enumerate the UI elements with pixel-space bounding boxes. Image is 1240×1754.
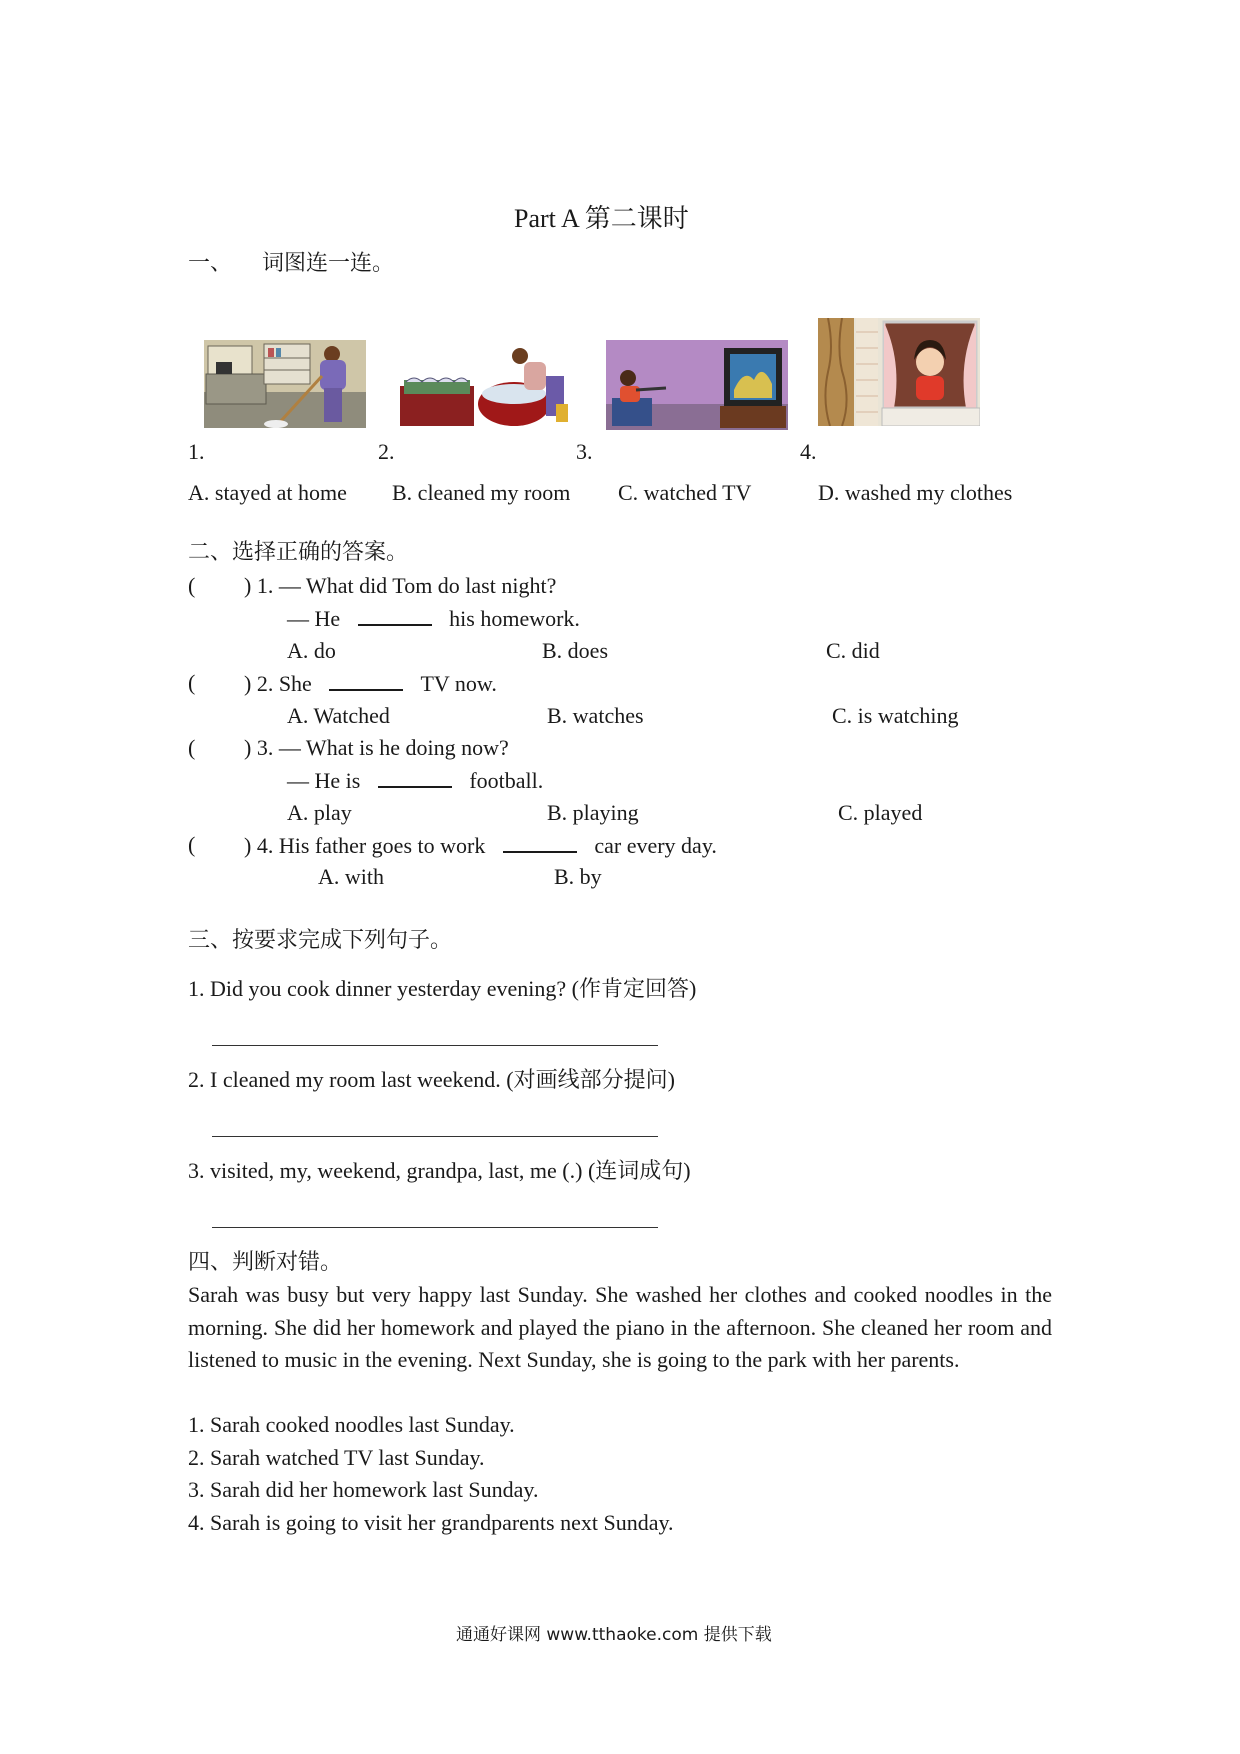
reading-passage: Sarah was busy but very happy last Sunday. She washed her clothes and cooked noodles in the morning. She did her homework and played the piano in the afternoon. She cleaned her room and listened to music in the evening. Next Sunday, she is going to the park with her parents. [188,1282,1052,1372]
rewrite-item-1: 1. Did you cook dinner yesterday evening? (作肯定回答) [188,976,697,1001]
question-4 [244,829,717,862]
question-2-start: ) 2. She [244,671,312,696]
section2-heading: 二、选择正确的答案。 [188,539,409,564]
answer-line-3[interactable] [212,1227,658,1228]
question-3-line2-end: football. [469,768,544,793]
section1-heading: 词图连一连。 [262,250,395,275]
answer-paren-2: ( [188,670,196,695]
answer-blank[interactable] [503,829,577,853]
statement-1: 1. Sarah cooked noodles last Sunday. [188,1412,515,1437]
picture-3-number: 3. [576,439,593,464]
q4-option-b: B. by [554,864,602,889]
boy-watching-tv-picture [606,340,788,430]
question-1: ) 1. — What did Tom do last night? [244,573,557,598]
q3-option-b: B. playing [547,800,639,825]
answer-blank[interactable] [378,764,452,788]
statement-4: 4. Sarah is going to visit her grandparents next Sunday. [188,1510,674,1535]
answer-line-2[interactable] [212,1136,658,1137]
boy-mopping-floor-picture [204,340,366,428]
option-d: D. washed my clothes [818,480,1013,505]
question-2 [244,667,497,700]
q1-option-b: B. does [542,638,608,663]
question-3: ) 3. — What is he doing now? [244,735,509,760]
picture-4-number: 4. [800,439,817,464]
rewrite-item-2: 2. I cleaned my room last weekend. (对画线部分提问) [188,1067,675,1092]
answer-blank[interactable] [358,602,432,626]
answer-paren-4: ( [188,832,196,857]
section1-heading-number: 一、 [188,250,233,275]
picture-1-number: 1. [188,439,205,464]
q2-option-b: B. watches [547,703,644,728]
option-b: B. cleaned my room [392,480,571,505]
q1-option-a: A. do [287,638,336,663]
answer-line-1[interactable] [212,1045,658,1046]
section3-heading: 三、按要求完成下列句子。 [188,927,453,952]
question-1-line2-end: his homework. [449,606,580,631]
answer-paren-3: ( [188,735,196,760]
question-3-line2 [287,764,543,797]
question-3-line2-start: — He is [287,768,361,793]
q3-option-c: C. played [838,800,923,825]
question-4-start: ) 4. His father goes to work [244,833,486,858]
page-title: Part A 第二课时 [514,204,689,233]
girl-at-window-picture [818,318,980,426]
answer-blank[interactable] [329,667,403,691]
question-2-end: TV now. [420,671,497,696]
man-washing-clothes-picture [396,346,576,430]
answer-paren-1: ( [188,573,196,598]
statement-3: 3. Sarah did her homework last Sunday. [188,1477,539,1502]
option-a: A. stayed at home [188,480,347,505]
statement-2: 2. Sarah watched TV last Sunday. [188,1445,485,1470]
footer-download-note: 通通好课网 www.tthaoke.com 提供下载 [456,1625,772,1645]
q4-option-a: A. with [318,864,384,889]
picture-2-number: 2. [378,439,395,464]
question-1-line2 [287,602,580,635]
option-c: C. watched TV [618,480,752,505]
rewrite-item-3: 3. visited, my, weekend, grandpa, last, me (.) (连词成句) [188,1158,691,1183]
section4-heading: 四、判断对错。 [188,1249,343,1274]
q2-option-a: A. Watched [287,703,390,728]
q2-option-c: C. is watching [832,703,959,728]
question-4-end: car every day. [594,833,717,858]
q1-option-c: C. did [826,638,880,663]
question-1-line2-start: — He [287,606,341,631]
q3-option-a: A. play [287,800,352,825]
